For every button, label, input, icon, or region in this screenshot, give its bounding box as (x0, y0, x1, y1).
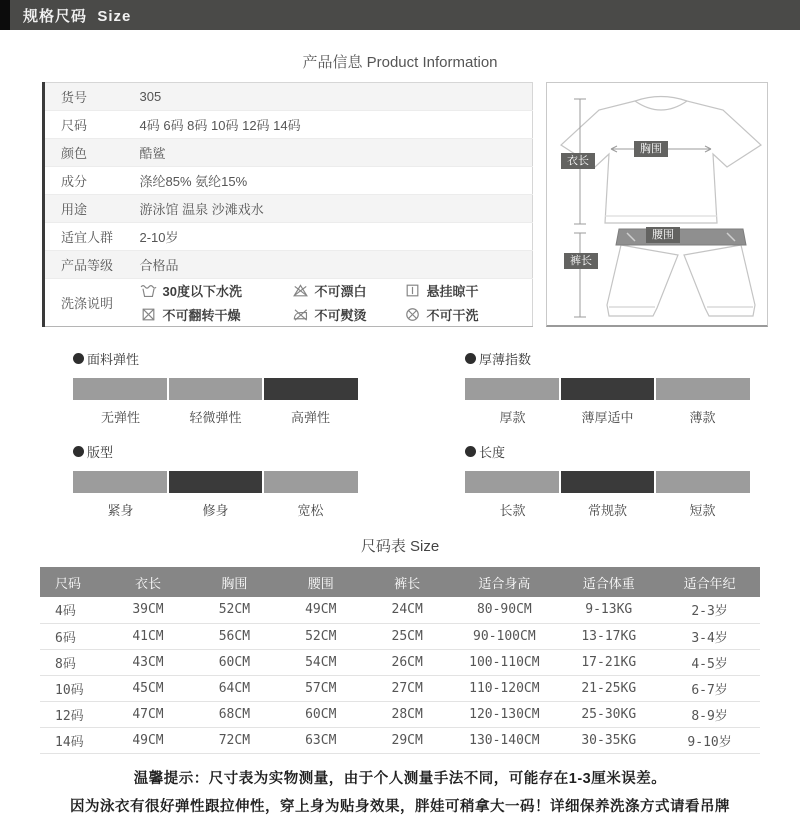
cell: 39CM (105, 597, 191, 623)
row-value: 2-10岁 (140, 223, 533, 251)
row-value: 305 (139, 89, 162, 104)
attr-bar (465, 378, 750, 400)
attr-option-label: 无弹性 (100, 410, 140, 425)
cell: 68CM (191, 701, 277, 727)
attr-option-label: 紧身 (107, 503, 134, 518)
cell: 130-140CM (450, 727, 558, 753)
no-bleach-icon (292, 282, 309, 299)
cell: 63CM (278, 727, 364, 753)
cell: 8码 (40, 649, 105, 675)
warm-tips-line-1: 温馨提示：尺寸表为实物测量，由于个人测量手法不同，可能存在1-3厘米误差。 (133, 770, 667, 787)
cell: 27CM (364, 675, 450, 701)
row-label: 颜色 (44, 139, 140, 167)
bullet-icon (73, 446, 84, 457)
attr-bar (73, 471, 358, 493)
column-header: 适合身高 (450, 567, 558, 597)
column-header: 衣长 (105, 567, 191, 597)
table-row (40, 727, 760, 753)
column-header: 腰围 (278, 567, 364, 597)
row-value: 4码 6码 8码 10码 12码 14码 (140, 111, 533, 139)
cell: 2-3岁 (659, 597, 760, 623)
cell: 9-13KG (558, 597, 659, 623)
wash-item-label: 不可翻转干燥 (162, 308, 241, 323)
warm-tips-line-2: 因为泳衣有很好弹性跟拉伸性，穿上身为贴身效果，胖娃可稍拿大一码！详细保养洗涤方式请看吊牌 (70, 798, 730, 815)
cell: 12码 (40, 701, 105, 727)
attr-segment (465, 378, 559, 400)
row-value: 游泳馆 温泉 沙滩戏水 (140, 195, 533, 223)
cell: 25-30KG (558, 701, 659, 727)
row-label: 尺码 (44, 111, 140, 139)
column-header: 尺码 (40, 567, 105, 597)
wash-item (292, 305, 404, 324)
size-table-header-row (40, 567, 760, 597)
cell: 9-10岁 (659, 727, 760, 753)
bullet-icon (465, 446, 476, 457)
washtub-icon (140, 282, 157, 299)
table-row (40, 623, 760, 649)
table-row (44, 195, 533, 223)
bullet-icon (73, 353, 84, 364)
attr-segment (264, 471, 358, 493)
wash-item (292, 281, 404, 300)
wash-item (140, 281, 292, 300)
table-row (40, 649, 760, 675)
wash-item (140, 305, 292, 324)
cell: 21-25KG (558, 675, 659, 701)
cell: 17-21KG (558, 649, 659, 675)
cell: 54CM (278, 649, 364, 675)
column-header: 适合年纪 (659, 567, 760, 597)
cell: 29CM (364, 727, 450, 753)
attribute-indicators (73, 349, 800, 519)
no-iron-icon (292, 306, 309, 323)
cell: 13-17KG (558, 623, 659, 649)
cell: 24CM (364, 597, 450, 623)
attr-segment (73, 378, 167, 400)
wash-instructions (140, 279, 533, 327)
attr-option-label: 修身 (202, 503, 229, 518)
attr-bar (73, 378, 358, 400)
cell: 28CM (364, 701, 450, 727)
cell: 49CM (105, 727, 191, 753)
wash-item-label: 不可熨烫 (314, 308, 367, 323)
attr-segment (656, 378, 750, 400)
row-label: 货号 (61, 90, 88, 105)
garment-diagram (546, 82, 768, 327)
column-header: 胸围 (191, 567, 277, 597)
cell: 52CM (278, 623, 364, 649)
attr-block-length (465, 442, 750, 519)
size-table-title: 尺码表 Size (360, 538, 440, 555)
attr-option-label: 短款 (689, 503, 716, 518)
attr-option-label: 常规款 (587, 503, 627, 518)
attr-segment (73, 471, 167, 493)
no-tumble-dry-icon (140, 306, 157, 323)
cell: 120-130CM (450, 701, 558, 727)
table-row (44, 83, 533, 111)
attr-segment (465, 471, 559, 493)
attr-block-thickness (465, 349, 750, 426)
cell: 10码 (40, 675, 105, 701)
cell: 80-90CM (450, 597, 558, 623)
cell: 4码 (40, 597, 105, 623)
cell: 110-120CM (450, 675, 558, 701)
cell: 41CM (105, 623, 191, 649)
attr-segment (264, 378, 358, 400)
cell: 43CM (105, 649, 191, 675)
cell: 6码 (40, 623, 105, 649)
table-row (44, 111, 533, 139)
attr-segment (656, 471, 750, 493)
cell: 14码 (40, 727, 105, 753)
cell: 8-9岁 (659, 701, 760, 727)
wash-item-label: 不可漂白 (314, 284, 367, 299)
cell: 60CM (191, 649, 277, 675)
row-label: 产品等级 (44, 251, 140, 279)
product-info-section (42, 82, 760, 327)
wash-item-label: 30度以下水洗 (162, 284, 242, 299)
cell: 90-100CM (450, 623, 558, 649)
attr-option-label: 宽松 (297, 503, 324, 518)
row-value: 涤纶85% 氨纶15% (140, 167, 533, 195)
row-value: 合格品 (140, 251, 533, 279)
attr-option-label: 长款 (499, 503, 526, 518)
cell: 52CM (191, 597, 277, 623)
attr-segment (561, 471, 655, 493)
cell: 49CM (278, 597, 364, 623)
column-header: 裤长 (364, 567, 450, 597)
page-header (0, 0, 800, 30)
attr-segment (169, 378, 263, 400)
table-row (40, 597, 760, 623)
cell: 64CM (191, 675, 277, 701)
cell: 4-5岁 (659, 649, 760, 675)
wash-instructions-row (44, 279, 533, 327)
attr-title: 面料弹性 (87, 352, 140, 367)
attr-title: 长度 (479, 445, 506, 460)
cell: 60CM (278, 701, 364, 727)
garment-outline-drawing (547, 83, 769, 328)
cell: 6-7岁 (659, 675, 760, 701)
table-row (44, 251, 533, 279)
cell: 47CM (105, 701, 191, 727)
row-value: 酷鲨 (140, 139, 533, 167)
wash-item-label: 悬挂晾干 (426, 284, 479, 299)
row-label: 成分 (44, 167, 140, 195)
cell: 72CM (191, 727, 277, 753)
attr-option-label: 薄款 (689, 410, 716, 425)
chest-tag: 胸围 (634, 141, 668, 157)
product-info-table (42, 82, 533, 327)
waist-tag: 腰围 (646, 227, 680, 243)
cell: 57CM (278, 675, 364, 701)
column-header: 适合体重 (558, 567, 659, 597)
table-row (44, 223, 533, 251)
attr-block-fabric-elasticity (73, 349, 358, 426)
hang-dry-icon (404, 282, 421, 299)
row-label: 洗涤说明 (44, 279, 140, 327)
attr-bar (465, 471, 750, 493)
table-row (44, 167, 533, 195)
product-info-title: 产品信息 Product Information (302, 54, 498, 71)
wash-item (404, 305, 524, 324)
attr-title: 厚薄指数 (479, 352, 532, 367)
attr-option-label: 高弹性 (290, 410, 330, 425)
wash-item (404, 281, 524, 300)
warm-tips (0, 765, 800, 821)
header-accent-block (0, 0, 10, 30)
shirt-length-tag: 衣长 (561, 153, 595, 169)
cell: 26CM (364, 649, 450, 675)
wash-item-label: 不可干洗 (426, 308, 479, 323)
table-row (40, 675, 760, 701)
cell: 100-110CM (450, 649, 558, 675)
attr-block-fit (73, 442, 358, 519)
cell: 45CM (105, 675, 191, 701)
attr-segment (169, 471, 263, 493)
pants-length-tag: 裤长 (564, 253, 598, 269)
attr-segment (561, 378, 655, 400)
table-row (40, 701, 760, 727)
attr-option-label: 轻微弹性 (189, 410, 242, 425)
row-label: 用途 (44, 195, 140, 223)
cell: 3-4岁 (659, 623, 760, 649)
attr-option-label: 薄厚适中 (581, 410, 634, 425)
size-table (40, 567, 760, 754)
bullet-icon (465, 353, 476, 364)
cell: 25CM (364, 623, 450, 649)
page-header-title: 规格尺码 Size (23, 7, 132, 25)
attr-option-label: 厚款 (499, 410, 526, 425)
no-dry-clean-icon (404, 306, 421, 323)
table-row (44, 139, 533, 167)
attr-title: 版型 (87, 445, 114, 460)
cell: 56CM (191, 623, 277, 649)
row-label: 适宜人群 (44, 223, 140, 251)
cell: 30-35KG (558, 727, 659, 753)
